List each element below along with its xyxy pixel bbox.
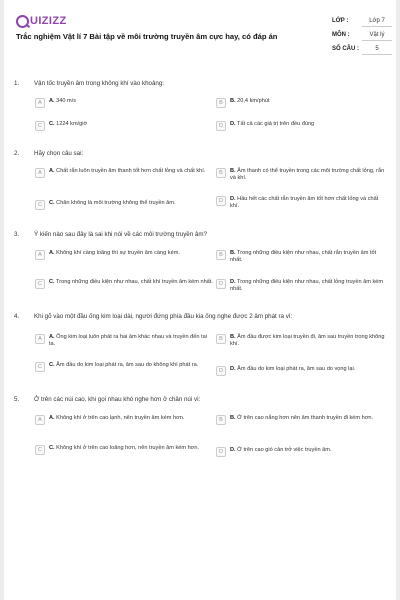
option-4d[interactable] xyxy=(216,366,391,376)
meta-panel xyxy=(332,14,392,56)
option-letter: C. xyxy=(49,200,55,206)
option-key: B xyxy=(216,250,226,260)
option-key: C xyxy=(35,200,45,210)
option-key: C xyxy=(35,445,45,455)
meta-label: SỐ CÂU : xyxy=(332,46,359,52)
option-text: Không khí càng loãng thì sự truyền âm càng kém. xyxy=(56,250,180,256)
question-number: 4. xyxy=(14,313,20,320)
option-letter: B. xyxy=(230,415,236,421)
question-number: 5. xyxy=(14,396,20,403)
question-text: Ở trên các núi cao, khi gọi nhau khó nghe hơn ở chân núi vì: xyxy=(34,396,201,403)
option-letter: B. xyxy=(230,168,236,174)
option-key: B xyxy=(216,334,226,344)
option-key: A xyxy=(35,334,45,344)
option-text: Âm đầu được kim loại truyền đi, âm sau truyền trong không khí. xyxy=(230,334,385,347)
option-letter: A. xyxy=(49,250,55,256)
option-1d[interactable] xyxy=(216,121,386,131)
option-text: Chất rắn luôn truyền âm thanh tốt hơn chất lỏng và chất khí. xyxy=(56,168,206,174)
meta-value: Lớp 7 xyxy=(362,15,392,27)
option-text: Âm đầu do kim loại phát ra, âm sau do không khí phát ra. xyxy=(56,362,199,368)
option-text: Không khí ở trên cao loãng hơn, nên truyền âm kém hơn. xyxy=(56,445,200,451)
meta-row-count xyxy=(332,42,392,56)
option-letter: A. xyxy=(49,334,55,340)
option-letter: C. xyxy=(49,121,55,127)
meta-row-subject xyxy=(332,28,392,42)
option-key: C xyxy=(35,279,45,289)
option-letter: D. xyxy=(230,121,236,127)
option-key: D xyxy=(216,279,226,289)
option-text: Âm thanh có thể truyền trong các môi trường chất lỏng, rắn và khí. xyxy=(230,168,385,181)
option-key: D xyxy=(216,447,226,457)
option-1b[interactable] xyxy=(216,98,386,108)
meta-value: 5 xyxy=(362,43,392,55)
option-letter: B. xyxy=(230,250,236,256)
option-letter: A. xyxy=(49,98,55,104)
option-4b[interactable] xyxy=(216,334,388,348)
option-text: Chân không là môi trường không thể truyền âm. xyxy=(56,200,176,206)
page-title: Trắc nghiệm Vật lí 7 Bài tập về môi trường truyền âm cực hay, có đáp án xyxy=(16,32,278,41)
meta-value: Vật lý xyxy=(362,29,392,41)
question-text: Hãy chọn câu sai: xyxy=(34,150,84,157)
option-letter: D. xyxy=(230,196,236,202)
option-4a[interactable] xyxy=(35,334,210,348)
option-5c[interactable] xyxy=(35,445,207,455)
option-letter: C. xyxy=(49,362,55,368)
option-2a[interactable] xyxy=(35,168,210,178)
option-text: Hầu hết các chất rắn truyền âm tốt hơn chất lỏng và chất khí. xyxy=(230,196,379,209)
option-text: 20,4 km/phút xyxy=(237,98,270,104)
option-letter: C. xyxy=(49,445,55,451)
option-text: Trong những điều kiện như nhau, chất khí truyền âm kém nhất. xyxy=(56,279,213,285)
option-text: 340 m/s xyxy=(56,98,77,104)
option-key: B xyxy=(216,415,226,425)
option-5a[interactable] xyxy=(35,415,200,425)
option-text: Ống kim loại luôn phát ra hai âm khác nhau và truyền đến tai ta. xyxy=(49,334,207,347)
option-text: Âm đầu do kim loại phát ra, âm sau do vọng lại. xyxy=(237,366,356,372)
meta-label: MÔN : xyxy=(332,32,350,38)
option-key: D xyxy=(216,121,226,131)
option-letter: B. xyxy=(230,334,236,340)
quizizz-logo xyxy=(16,14,67,28)
question-number: 3. xyxy=(14,231,20,238)
option-key: D xyxy=(216,366,226,376)
option-text: Tất cả các giá trị trên đều đúng xyxy=(237,121,315,127)
option-key: A xyxy=(35,98,45,108)
option-5d[interactable] xyxy=(216,447,391,457)
option-4c[interactable] xyxy=(35,362,210,372)
option-key: B xyxy=(216,98,226,108)
meta-label: LỚP : xyxy=(332,18,349,24)
option-letter: B. xyxy=(230,98,236,104)
option-3d[interactable] xyxy=(216,279,388,293)
option-2b[interactable] xyxy=(216,168,388,182)
option-key: A xyxy=(35,415,45,425)
option-key: A xyxy=(35,168,45,178)
option-1a[interactable] xyxy=(35,98,205,108)
option-2d[interactable] xyxy=(216,196,388,210)
option-key: C xyxy=(35,362,45,372)
option-text: Trong những điều kiện như nhau, chất rắn truyền âm tốt nhất. xyxy=(230,250,377,263)
question-text: Vận tốc truyền âm trong không khí vào khoảng: xyxy=(34,80,165,87)
option-3a[interactable] xyxy=(35,250,205,260)
option-text: Trong những điều kiện như nhau, chất lỏng truyền âm kém nhất. xyxy=(230,279,384,292)
option-key: D xyxy=(216,196,226,206)
option-letter: A. xyxy=(49,415,55,421)
option-5b[interactable] xyxy=(216,415,388,425)
logo-text: UIZIZZ xyxy=(30,15,67,27)
logo-q-icon xyxy=(16,15,29,28)
option-3c[interactable] xyxy=(35,279,213,289)
option-letter: D. xyxy=(230,366,236,372)
option-3b[interactable] xyxy=(216,250,388,264)
option-text: 1224 km/giờ xyxy=(56,121,88,127)
option-text: Ở trên cao nắng hơn nên âm thanh truyền đi kém hơn. xyxy=(237,415,374,421)
worksheet-page xyxy=(4,0,396,600)
question-text: Khi gõ vào một đầu ống kim loại dài, người đứng phía đầu kia ống nghe được 2 âm phát ra vì: xyxy=(34,313,293,320)
option-letter: C. xyxy=(49,279,55,285)
option-letter: A. xyxy=(49,168,55,174)
question-text: Ý kiến nào sau đây là sai khi nói về các môi trường truyền âm? xyxy=(34,231,207,238)
option-key: A xyxy=(35,250,45,260)
option-text: Ở trên cao gió cản trở việc truyền âm. xyxy=(237,447,332,453)
option-1c[interactable] xyxy=(35,121,205,131)
option-letter: D. xyxy=(230,279,236,285)
option-letter: D. xyxy=(230,447,236,453)
option-key: B xyxy=(216,168,226,178)
question-number: 1. xyxy=(14,80,20,87)
question-number: 2. xyxy=(14,150,20,157)
option-text: Không khí ở trên cao lạnh, nên truyền âm kém hơn. xyxy=(56,415,185,421)
meta-row-class xyxy=(332,14,392,28)
option-key: C xyxy=(35,121,45,131)
option-2c[interactable] xyxy=(35,200,213,210)
